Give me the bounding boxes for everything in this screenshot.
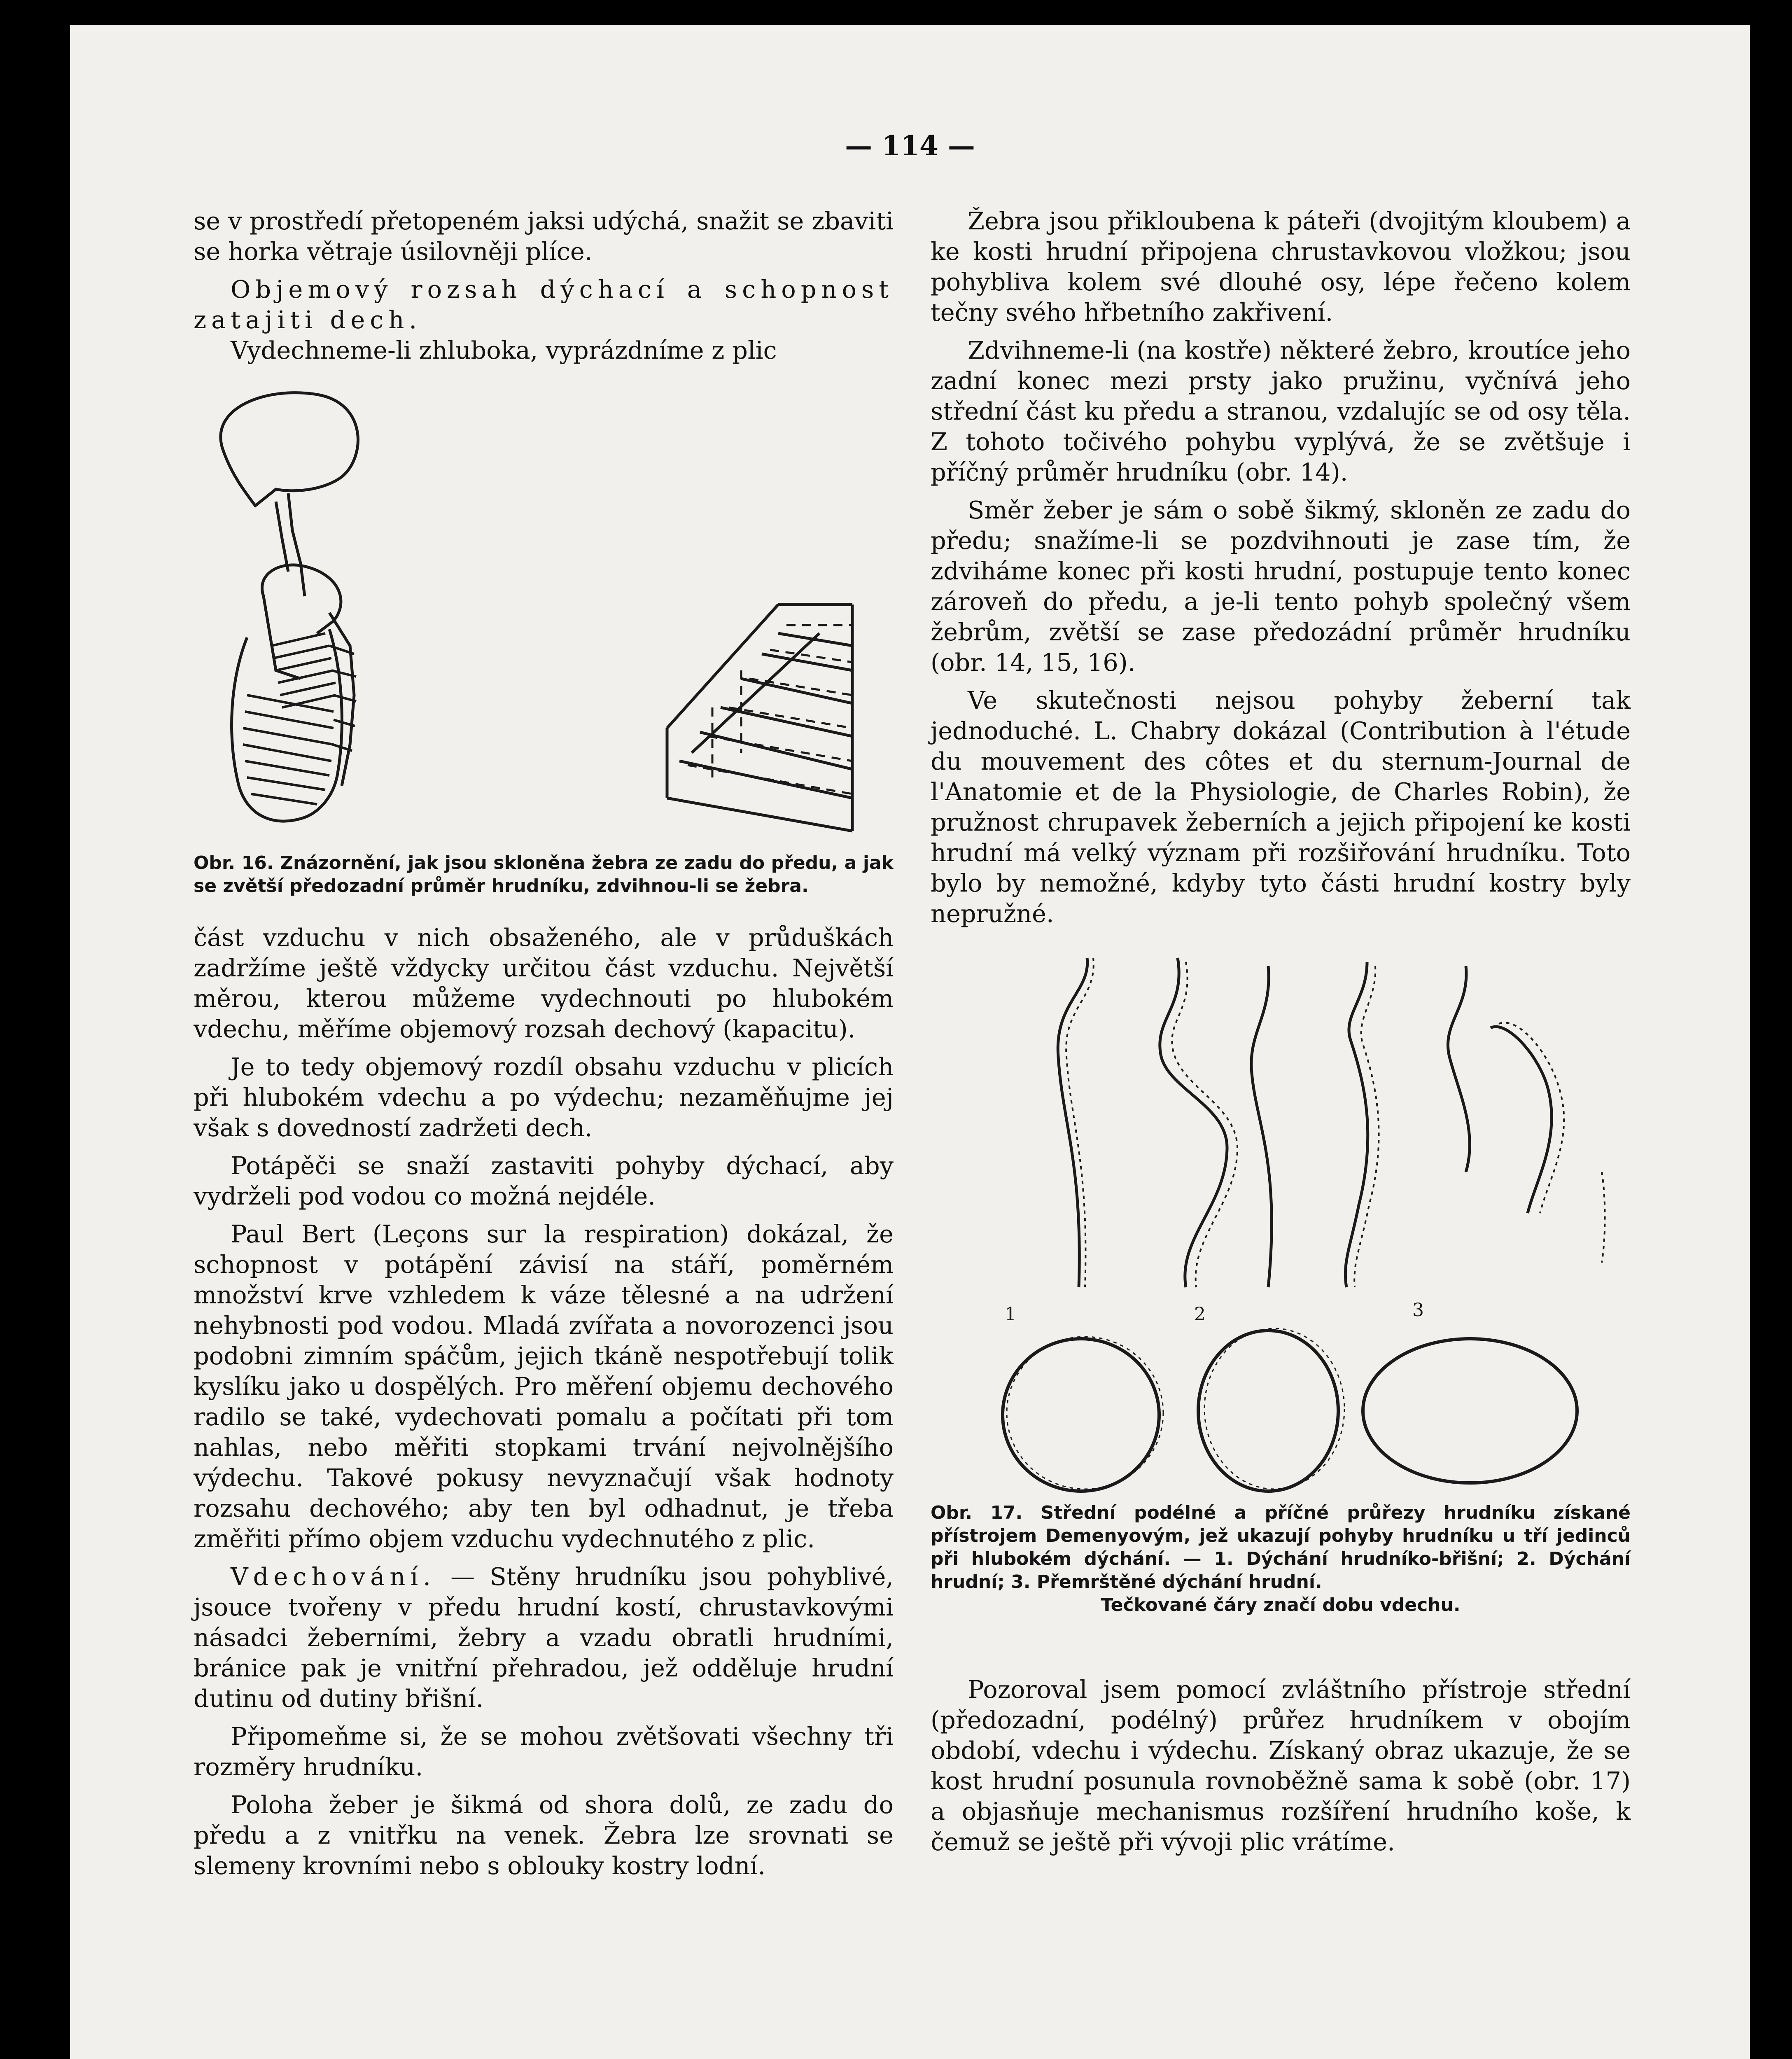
right-column — [931, 206, 1631, 1865]
page-number: — 114 — — [845, 130, 975, 162]
figure-16 — [194, 382, 894, 898]
paragraph: Potápěči se snaží zastaviti pohyby dýchací, aby vydrželi pod vodou co možná nejdéle. — [194, 1151, 894, 1210]
section-heading-capacity: Objemový rozsah dýchací a schopnost zatajiti dech. — [194, 275, 894, 334]
figure-17-label-3: 3 — [1412, 1300, 1424, 1321]
figure-17 — [931, 950, 1631, 1617]
paragraph: Zdvihneme-li (na kostře) některé žebro, kroutíce jeho zadní konec mezi prsty jako pružinu, vyčnívá jeho střední část ku předu a stranou, vzdalujíc se od osy těla. Z tohoto točivého pohybu vyplývá, že se zvětšuje i příčný průměr hrudníku (obr. 14). — [931, 336, 1631, 486]
paragraph: Je to tedy objemový rozdíl obsahu vzduchu v plicích při hlubokém vdechu a po výdechu; nezaměňujme jej však s dovedností zadržeti dech. — [194, 1053, 894, 1142]
paragraph: Pozoroval jsem pomocí zvláštního přístroje střední (předozadní, podélný) průřez hrudníkem v obojím období, vdechu i výdechu. Získaný obraz ukazuje, že se kost hrudní posunula rovnoběžně sama k sobě (obr. 17) a objasňuje mechanismus rozšíření hrudního koše, k čemuž se ještě při vývoji plic vrátíme. — [931, 1675, 1631, 1856]
paragraph: Poloha žeber je šikmá od shora dolů, ze zadu do předu a z vnitřku na venek. Žebra lze srovnati se slemeny krovními nebo s oblouky kostry lodní. — [194, 1791, 894, 1880]
figure-16-illustration — [194, 382, 894, 847]
figure-16-caption — [194, 852, 894, 898]
figure-17-caption-note: Tečkované čáry značí dobu vdechu. — [1101, 1594, 1461, 1615]
figure-16-caption-text: Obr. 16. Znázornění, jak jsou skloněna žebra ze zadu do předu, a jak se zvětší předozadní průměr hrudníku, zdvihnou-li se žebra. — [194, 852, 894, 896]
paragraph-inhalation — [194, 1562, 894, 1714]
paragraph: Paul Bert (Leçons sur la respiration) dokázal, že schopnost v potápění závisí na stáří, poměrném množství krve vzhledem k váze tělesné a na udržení nehybnosti pod vodou. Mladá zvířata a novorozenci jsou podobni zimním spáčům, jejich tkáně nespotřebují tolik kyslíku jako u dospělých. Pro měření objemu dechového radilo se také, vydechovati pomalu a počítati při tom nahlas, nebo měřiti stopkami trvání nejvolnějšího výdechu. Takové pokusy nevyznačují však hodnoty rozsahu dechového; aby ten byl odhadnut, je třeba změřiti přímo objem vzduchu vydechnutého z plic. — [194, 1220, 894, 1553]
figure-17-caption-text: Obr. 17. Střední podélné a příčné průřezy hrudníku získané přístrojem Demenyovým, jež ukazují pohyby hrudníku u tří jedinců při hlubokém dýchání. — 1. Dýchání hrudníko-břišní; 2. Dýchání hrudní; 3. Přemrštěné dýchání hrudní. — [931, 1502, 1631, 1592]
document-page — [70, 25, 1750, 2059]
paragraph-text: — Stěny hrudníku jsou pohyblivé, jsouce tvořeny v předu hrudní kostí, chrustavkovými násadci žeberními, žebry a vzadu obratli hrudními, bránice pak je vnitřní přehradou, jež odděluje hrudní dutinu od dutiny břišní. — [194, 1562, 894, 1713]
paragraph: Žebra jsou přikloubena k páteři (dvojitým kloubem) a ke kosti hrudní připojena chrustavkovou vložkou; jsou pohybliva kolem své dlouhé osy, lépe řečeno kolem tečny svého hřbetního zakřivení. — [931, 207, 1631, 327]
left-column — [194, 206, 894, 1889]
figure-17-label-1: 1 — [1005, 1304, 1016, 1325]
figure-17-caption — [931, 1501, 1631, 1617]
figure-17-illustration — [931, 950, 1631, 1493]
paragraph: Vydechneme-li zhluboka, vyprázdníme z plic — [231, 336, 777, 364]
figure-17-label-2: 2 — [1194, 1304, 1206, 1325]
paragraph: Ve skutečnosti nejsou pohyby žeberní tak jednoduché. L. Chabry dokázal (Contribution à l'étude du mouvement des côtes et du sternum-Journal de l'Anatomie et de la Physiologie, de Charles Robin), že pružnost chrupavek žeberních a jejich připojení ke kosti hrudní má velký význam při rozšiřování hrudníku. Toto bylo by nemožné, kdyby tyto části hrudní kostry byly nepružné. — [931, 686, 1631, 928]
paragraph: Připomeňme si, že se mohou zvětšovati všechny tři rozměry hrudníku. — [194, 1722, 894, 1781]
section-heading-inhalation: Vdechování. — [231, 1562, 436, 1591]
paragraph: se v prostředí přetopeném jaksi udýchá, snažit se zbaviti se horka větraje úsilovněji plíce. — [194, 207, 894, 266]
paragraph: Směr žeber je sám o sobě šikmý, skloněn ze zadu do předu; snažíme-li se pozdvihnouti je zase tím, že zdviháme konec při kosti hrudní, postupuje tento konec zároveň do předu, a je-li tento pohyb společný všem žebrům, zvětší se zase předozádní průměr hrudníku (obr. 14, 15, 16). — [931, 496, 1631, 677]
paragraph: část vzduchu v nich obsaženého, ale v průduškách zadržíme ještě vždycky určitou část vzduchu. Největší měrou, kterou můžeme vydechnouti po hlubokém vdechu, měříme objemový rozsah dechový (kapacitu). — [194, 923, 894, 1043]
